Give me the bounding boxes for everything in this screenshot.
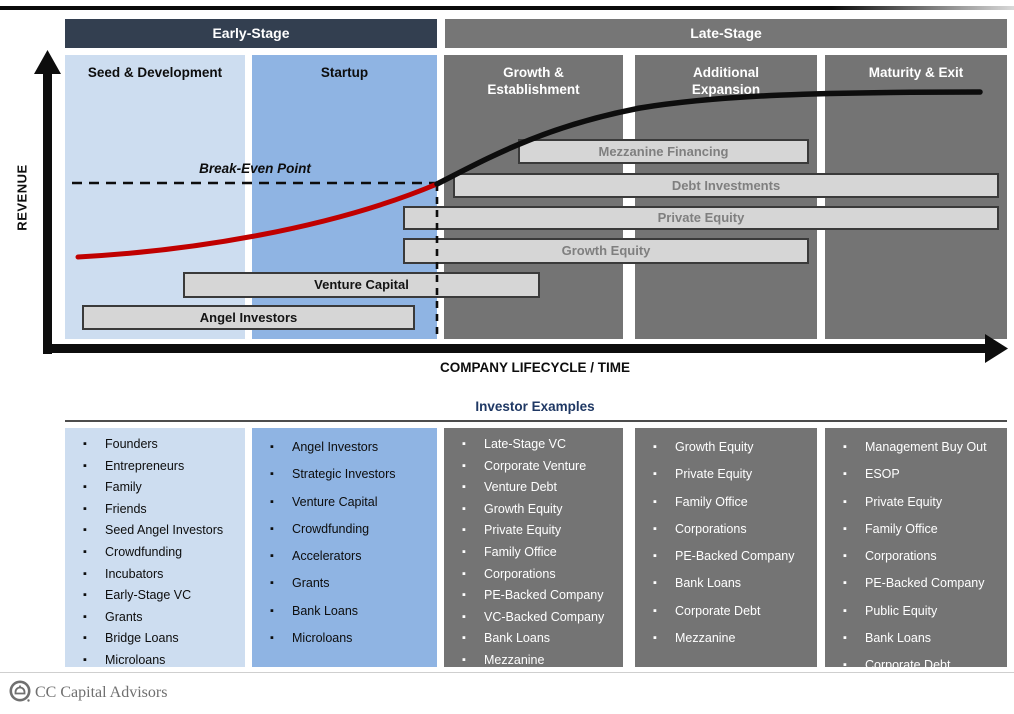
column-header: Seed & Development <box>87 65 223 80</box>
list-item: ▪ Entrepreneurs <box>65 456 245 478</box>
bar-label: Private Equity <box>657 210 745 225</box>
list-item: ▪ Private Equity <box>635 461 817 488</box>
list-item: ▪ Corporate Venture <box>444 456 623 478</box>
investor-list <box>635 428 817 652</box>
list-item: ▪ Accelerators <box>252 543 437 570</box>
list-item: ▪ Microloans <box>252 625 437 652</box>
bar-label: Venture Capital <box>314 277 409 292</box>
list-item: ▪ Venture Debt <box>444 477 623 499</box>
cc-capital-dome-icon <box>8 680 33 706</box>
list-item: ▪ Strategic Investors <box>252 461 437 488</box>
column-header: Growth & Establishment <box>487 65 580 97</box>
investor-list <box>65 428 245 672</box>
late-stage-header: Late-Stage <box>445 19 1007 48</box>
list-item: ▪ Angel Investors <box>252 434 437 461</box>
list-item: ▪ Management Buy Out <box>825 434 1007 461</box>
list-item: ▪ Private Equity <box>825 489 1007 516</box>
brand-name: CC Capital Advisors <box>35 684 168 701</box>
list-item: ▪ Venture Capital <box>252 489 437 516</box>
list-item: ▪ Corporate Debt <box>825 652 1007 679</box>
bar-label: Angel Investors <box>199 310 298 325</box>
list-item: ▪ ESOP <box>825 461 1007 488</box>
bar-label: Debt Investments <box>671 178 781 193</box>
list-item: ▪ Mezzanine <box>444 650 623 672</box>
investor-column-startup <box>252 428 437 667</box>
investor-column-seed-development <box>65 428 245 667</box>
list-item: ▪ Mezzanine <box>635 625 817 652</box>
list-item: ▪ Incubators <box>65 564 245 586</box>
x-axis-label: COMPANY LIFECYCLE / TIME <box>439 360 630 375</box>
column-header: Maturity & Exit <box>868 65 964 80</box>
bar-private-equity <box>403 206 999 230</box>
investor-list <box>252 428 437 652</box>
list-item: ▪ Corporations <box>444 564 623 586</box>
investor-examples-title: Investor Examples <box>475 399 595 414</box>
list-item: ▪ Friends <box>65 499 245 521</box>
list-item: ▪ Family Office <box>635 489 817 516</box>
list-item: ▪ Bank Loans <box>635 570 817 597</box>
bar-angel-investors <box>82 305 415 330</box>
list-item: ▪ Public Equity <box>825 598 1007 625</box>
x-axis-line <box>43 344 987 353</box>
column-header: Additional Expansion <box>691 65 761 97</box>
investor-table-top-border <box>65 420 1007 422</box>
list-item: ▪ Family Office <box>444 542 623 564</box>
list-item: ▪ VC-Backed Company <box>444 607 623 629</box>
list-item: ▪ PE-Backed Company <box>825 570 1007 597</box>
investor-list <box>444 428 623 672</box>
y-axis-label: REVENUE <box>14 164 30 231</box>
bar-label: Growth Equity <box>561 243 651 258</box>
bar-venture-capital <box>183 272 540 298</box>
list-item: ▪ Growth Equity <box>444 499 623 521</box>
list-item: ▪ Corporate Debt <box>635 598 817 625</box>
list-item: ▪ Late-Stage VC <box>444 434 623 456</box>
early-stage-header: Early-Stage <box>65 19 437 48</box>
y-axis-line <box>43 70 52 354</box>
bar-label: Mezzanine Financing <box>598 144 729 159</box>
break-even-label: Break-Even Point <box>199 161 311 176</box>
footer-brand <box>8 679 167 707</box>
list-item: ▪ Bank Loans <box>444 628 623 650</box>
list-item: ▪ Crowdfunding <box>65 542 245 564</box>
bar-mezzanine-financing <box>518 139 809 164</box>
list-item: ▪ Bank Loans <box>825 625 1007 652</box>
list-item: ▪ Corporations <box>635 516 817 543</box>
investor-list <box>825 428 1007 680</box>
investor-column-additional-expansion <box>635 428 817 667</box>
investor-column-maturity-exit <box>825 428 1007 673</box>
list-item: ▪ Bridge Loans <box>65 628 245 650</box>
top-divider-line <box>0 6 1014 10</box>
bar-debt-investments <box>453 173 999 198</box>
list-item: ▪ Crowdfunding <box>252 516 437 543</box>
list-item: ▪ Early-Stage VC <box>65 585 245 607</box>
list-item: ▪ Family Office <box>825 516 1007 543</box>
list-item: ▪ Founders <box>65 434 245 456</box>
list-item: ▪ PE-Backed Company <box>444 585 623 607</box>
list-item: ▪ Grants <box>65 607 245 629</box>
list-item: ▪ Bank Loans <box>252 598 437 625</box>
list-item: ▪ Seed Angel Investors <box>65 520 245 542</box>
list-item: ▪ Growth Equity <box>635 434 817 461</box>
list-item: ▪ Family <box>65 477 245 499</box>
list-item: ▪ Microloans <box>65 650 245 672</box>
investor-column-growth-establishment <box>444 428 623 667</box>
column-header: Startup <box>320 65 369 80</box>
list-item: ▪ Corporations <box>825 543 1007 570</box>
y-axis-arrowhead <box>34 50 61 74</box>
bar-growth-equity <box>403 238 809 264</box>
list-item: ▪ Private Equity <box>444 520 623 542</box>
list-item: ▪ PE-Backed Company <box>635 543 817 570</box>
list-item: ▪ Grants <box>252 570 437 597</box>
